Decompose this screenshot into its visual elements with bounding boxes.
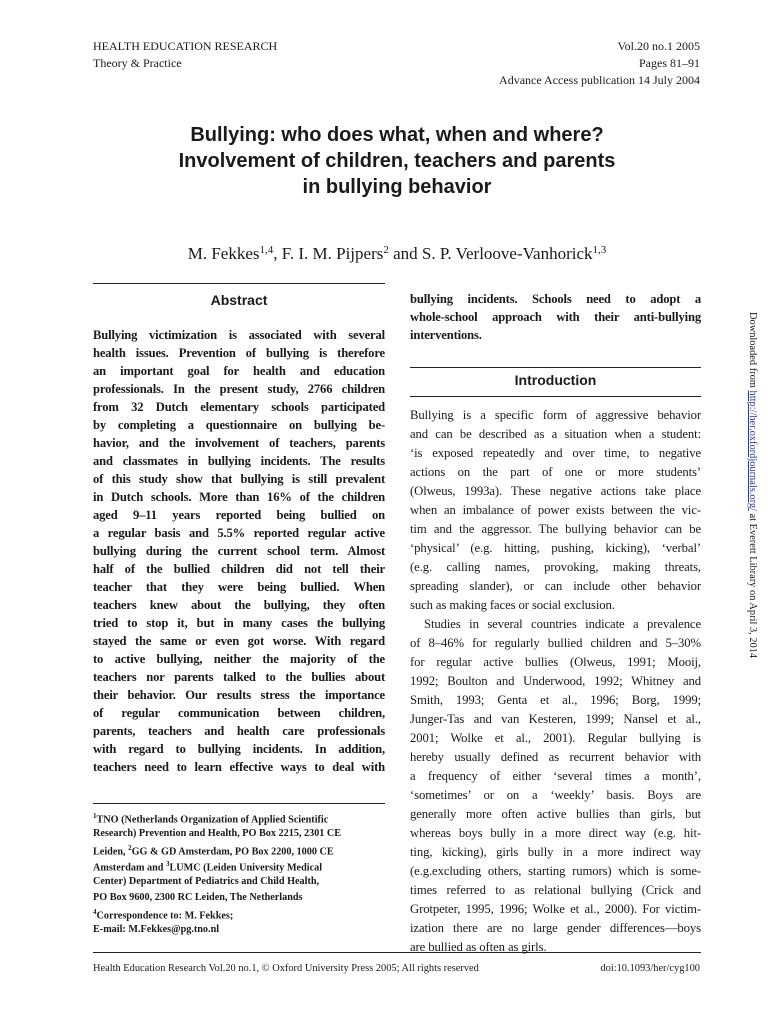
intro-line: Smith, 1993; Genta et al., 1996; Borg, 1999; [410, 693, 701, 707]
abstract-line: to active bullying, neither the majority of the [93, 652, 385, 666]
abstract-line: aged 9–11 years reported being bullied on [93, 508, 385, 522]
footnote-line: $^4$Correspondence to: M. Fekkes; [93, 908, 234, 922]
intro-top-rule [410, 367, 701, 368]
abstract-line: of this study show that bullying is still prevalent [93, 472, 385, 486]
abstract-line: teachers nor parents talked to the bullies about [93, 670, 385, 684]
intro-line: are bullied as often as girls. [410, 940, 547, 954]
download-suffix: at Everett Library on April 3, 2014 [747, 510, 758, 659]
intro-line: ‘is exposed repeatedly and over time, to negative [410, 446, 701, 460]
abstract-line: stayed the same or even got worse. With regard [93, 634, 385, 648]
author-name: M. Fekkes [187, 244, 260, 263]
author-affiliation: 1,3 [592, 244, 607, 256]
intro-line: tim and the aggressor. The bullying behavior can be [410, 522, 701, 536]
intro-line: hereby usually defined as recurrent behavior with [410, 750, 701, 764]
intro-line: (e.g.excluding others, starting rumors) which is some- [410, 864, 701, 878]
abstract-line: havior, and the involvement of teachers, parents [93, 436, 385, 450]
intro-line: Studies in several countries indicate a prevalence [424, 617, 701, 631]
intro-line: 2001; Wolke et al., 2001). Regular bullying is [410, 731, 701, 745]
footnote-marker: 2 [128, 844, 132, 852]
intro-line: (Olweus, 1993a). These negative actions take place [410, 484, 701, 498]
footer-copyright: Health Education Research Vol.20 no.1, © Oxford University Press 2005; All rights reserved [93, 963, 479, 974]
abstract-heading: Abstract [210, 292, 268, 308]
introduction-heading: Introduction [514, 372, 597, 388]
author-list [93, 242, 701, 266]
abstract-line: half of the bullied children did not tell their [93, 562, 385, 576]
footnote-rule [93, 803, 385, 804]
author-separator: and [388, 244, 422, 263]
article-title [93, 122, 701, 200]
abstract-line: parents, teachers and health care professionals [93, 724, 385, 738]
intro-line: ‘sometimes’ or on a ‘weekly’ basis. Boys are [410, 788, 701, 802]
intro-line: of 8–46% for regularly bullied children and 5–30% [410, 636, 701, 650]
volume-info: Vol.20 no.1 2005 [617, 39, 700, 53]
running-header-right [499, 38, 700, 89]
author-name: S. P. Verloove-Vanhorick [421, 244, 593, 263]
author-affiliation: 2 [383, 244, 389, 256]
intro-line: and can be described as a situation when a student: [410, 427, 701, 441]
title-line: Involvement of children, teachers and parents [178, 150, 616, 172]
intro-line: times referred to as relational bullying (Crick and [410, 883, 701, 897]
intro-line: when an imbalance of power exists between the vic- [410, 503, 701, 517]
intro-line: generally more often active bullies than girls, but [410, 807, 701, 821]
abstract-line: by completing a questionnaire on bullying be- [93, 418, 385, 432]
abstract-line: bullying incidents. Schools need to adopt a [410, 292, 701, 306]
abstract-line: professionals. In the present study, 2766 children [93, 382, 385, 396]
footnote-line: Center) Department of Pediatrics and Child Health, [93, 876, 320, 887]
intro-line: ting, kicking), girls bully in a more indirect way [410, 845, 701, 859]
intro-line: (e.g. calling names, provoking, making threats, [410, 560, 701, 574]
abstract-line: with regard to bullying incidents. In addition, [93, 742, 385, 756]
page-range: Pages 81–91 [639, 56, 700, 70]
journal-name: HEALTH EDUCATION RESEARCH [93, 39, 278, 53]
download-prefix: Downloaded from [747, 312, 758, 391]
footer-rule [93, 952, 701, 953]
intro-line: actions on the part of one or more students’ [410, 465, 701, 479]
download-watermark [734, 312, 764, 692]
intro-line: ization there are no large gender differences—boys [410, 921, 701, 935]
abstract-line: teacher that they were being bullied. When [93, 580, 385, 594]
author-separator: , [273, 244, 282, 263]
abstract-line: whole-school approach with their anti-bullying [410, 310, 701, 324]
abstract-line: a regular basis and 5.5% reported regular active [93, 526, 385, 540]
footnote-line: Leiden, $^2$GG & GD Amsterdam, PO Box 2200, 1000 CE [93, 844, 334, 858]
title-line: in bullying behavior [302, 176, 492, 198]
footnote-marker: 4 [93, 908, 97, 916]
intro-line: ‘physical’ (e.g. hitting, pushing, kicking), ‘verbal’ [410, 541, 701, 555]
intro-line: a frequency of either ‘several times a month’, [410, 769, 701, 783]
abstract-top-rule [93, 283, 385, 284]
abstract-line: their behavior. Our results stress the importance [93, 688, 385, 702]
intro-line: for regular active bullies (Olweus, 1991; Mooij, [410, 655, 701, 669]
abstract-line: bullying during the current school term. Almost [93, 544, 385, 558]
footnote-marker: 1 [93, 812, 97, 820]
abstract-line: teachers need to learn effective ways to deal with [93, 760, 385, 774]
footer-doi: doi:10.1093/her/cyg100 [600, 963, 700, 974]
abstract-line: of regular communication between children, [93, 706, 385, 720]
intro-line: such as making faces or social exclusion. [410, 598, 615, 612]
footnote-line: E-mail: M.Fekkes@pg.tno.nl [93, 924, 220, 935]
journal-subtitle: Theory & Practice [93, 56, 182, 70]
footnote-marker: 3 [166, 860, 170, 868]
footnote-line: Research) Prevention and Health, PO Box 2215, 2301 CE [93, 828, 342, 839]
intro-line: 1992; Boulton and Underwood, 1992; Whitney and [410, 674, 701, 688]
title-line: Bullying: who does what, when and where? [190, 124, 604, 146]
journal-link[interactable]: http://her.oxfordjournals.org/ [747, 390, 758, 511]
abstract-line: teachers knew about the bullying, they often [93, 598, 385, 612]
intro-bottom-rule [410, 396, 701, 397]
intro-line: Grotpeter, 1995, 1996; Wolke et al., 2000). For victim- [410, 902, 701, 916]
intro-line: Junger-Tas and van Kesteren, 1999; Nansel et al., [410, 712, 701, 726]
author-name: F. I. M. Pijpers [281, 244, 384, 263]
intro-line: whereas boys bully in a more direct way (e.g. hit- [410, 826, 701, 840]
abstract-line: an important goal for health and education [93, 364, 385, 378]
abstract-line: health issues. Prevention of bullying is therefore [93, 346, 385, 360]
intro-line: spreading slander), or can include other behavior [410, 579, 701, 593]
advance-access: Advance Access publication 14 July 2004 [499, 73, 700, 87]
footnote-line: PO Box 9600, 2300 RC Leiden, The Netherlands [93, 892, 303, 903]
abstract-line: in Dutch schools. More than 16% of the children [93, 490, 385, 504]
author-affiliation: 1,4 [259, 244, 274, 256]
intro-line: Bullying is a specific form of aggressive behavior [410, 408, 701, 422]
abstract-line: and classmates in bullying incidents. The results [93, 454, 385, 468]
abstract-line: from 32 Dutch elementary schools participated [93, 400, 385, 414]
abstract-line: Bullying victimization is associated with several [93, 328, 385, 342]
footnote-line: Amsterdam and $^3$LUMC (Leiden University Medical [93, 860, 323, 874]
abstract-line: interventions. [410, 328, 482, 342]
abstract-line: tried to stop it, but in many cases the bullying [93, 616, 385, 630]
running-header-left [93, 38, 277, 72]
footnote-line: $^1$TNO (Netherlands Organization of Applied Scientific [93, 812, 329, 826]
